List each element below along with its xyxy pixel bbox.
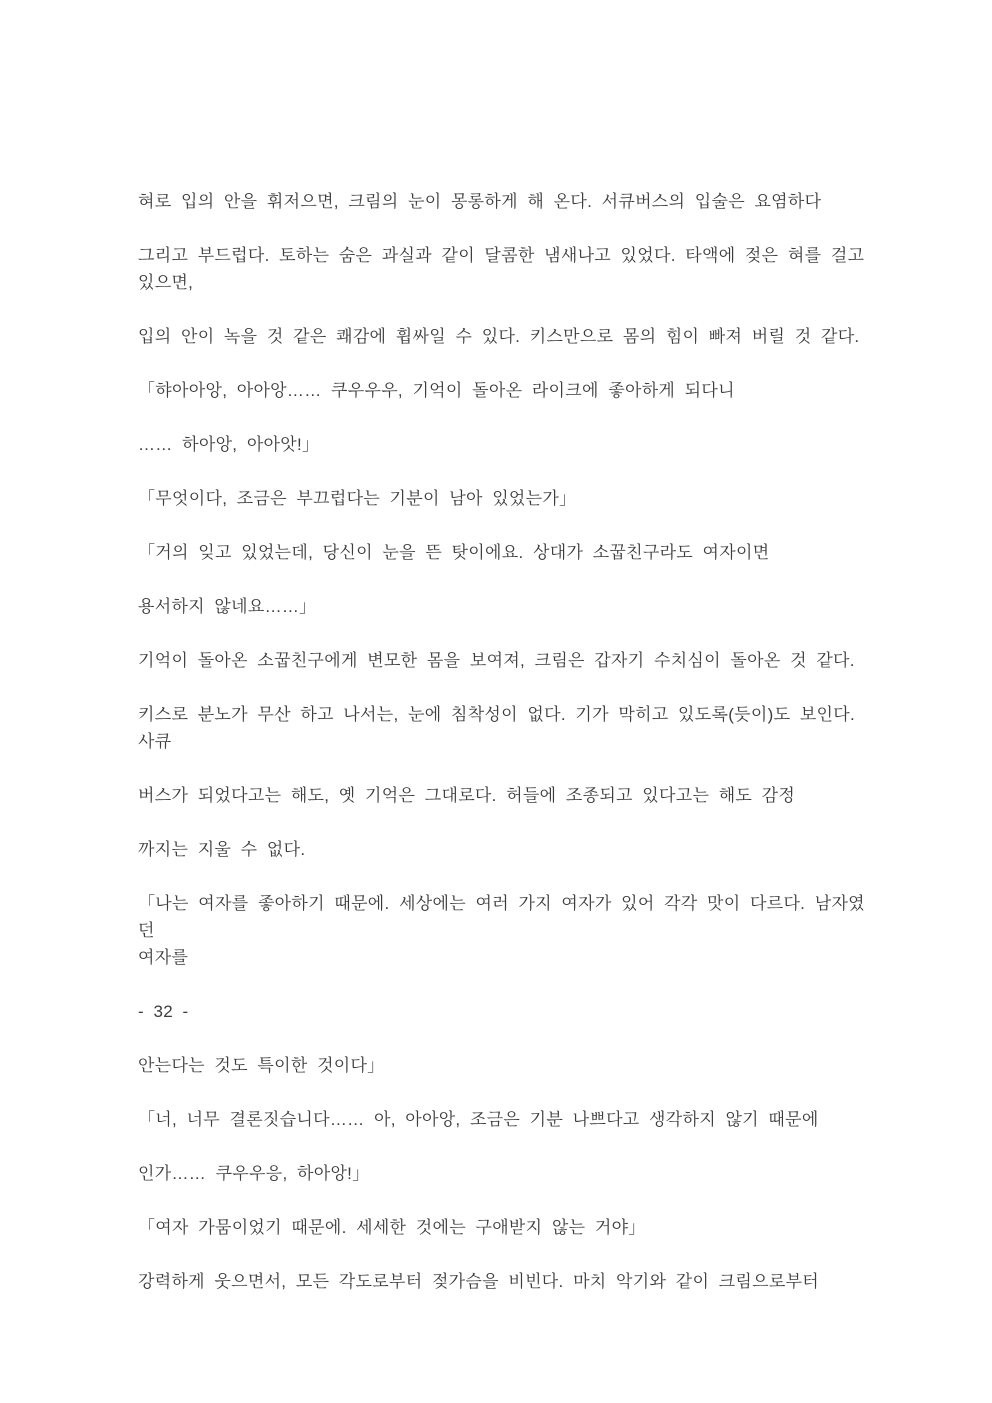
page-number: - 32 - [138,1002,189,1021]
text-line: 기억이 돌아온 소꿉친구에게 변모한 몸을 보여져, 크림은 갑자기 수치심이 돌아온 것 같다. [138,651,855,670]
text-line: 인가…… 쿠우우응, 하아앙!」 [138,1164,370,1183]
text-line: 「햐아아앙, 아아앙…… 쿠우우우, 기억이 돌아온 라이크에 좋아하게 되다니 [138,381,735,400]
text-line: 사큐 [138,732,172,751]
text-line: 「너, 너무 결론짓습니다…… 아, 아아앙, 조금은 기분 나쁘다고 생각하지 않기 때문에 [138,1110,819,1129]
text-line: 있으면, [138,273,194,292]
text-line: 까지는 지울 수 없다. [138,840,306,859]
text-line: 용서하지 않네요……」 [138,597,317,616]
text-line: 그리고 부드럽다. 토하는 숨은 과실과 같이 달콤한 냄새나고 있었다. 타액에 젖은 혀를 걸고 [138,246,865,265]
text-line: …… 하아앙, 아아앗!」 [138,435,320,454]
text-line: 여자를 [138,948,189,967]
text-line: 「나는 여자를 좋아하기 때문에. 세상에는 여러 가지 여자가 있어 각각 맛이 다르다. 남자였던 [138,894,865,940]
text-line: 키스로 분노가 무산 하고 나서는, 눈에 침착성이 없다. 기가 막히고 있도록(듯이)도 보인다. [138,705,856,724]
text-line: 강력하게 웃으면서, 모든 각도로부터 젖가슴을 비빈다. 마치 악기와 같이 크림으로부터 [138,1272,820,1291]
text-line: 「거의 잊고 있었는데, 당신이 눈을 뜬 탓이에요. 상대가 소꿉친구라도 여자이면 [138,543,770,562]
text-line: 「무엇이다, 조금은 부끄럽다는 기분이 남아 있었는가」 [138,489,577,508]
text-line: 버스가 되었다고는 해도, 옛 기억은 그대로다. 허들에 조종되고 있다고는 해도 감정 [138,786,796,805]
text-line: 입의 안이 녹을 것 같은 쾌감에 휩싸일 수 있다. 키스만으로 몸의 힘이 빠져 버릴 것 같다. [138,327,860,346]
text-line: 혀로 입의 안을 휘저으면, 크림의 눈이 몽롱하게 해 온다. 서큐버스의 입술은 요염하다 [138,192,822,211]
text-line: 「여자 가뭄이었기 때문에. 세세한 것에는 구애받지 않는 거야」 [138,1218,646,1237]
text-line: 안는다는 것도 특이한 것이다」 [138,1056,385,1075]
